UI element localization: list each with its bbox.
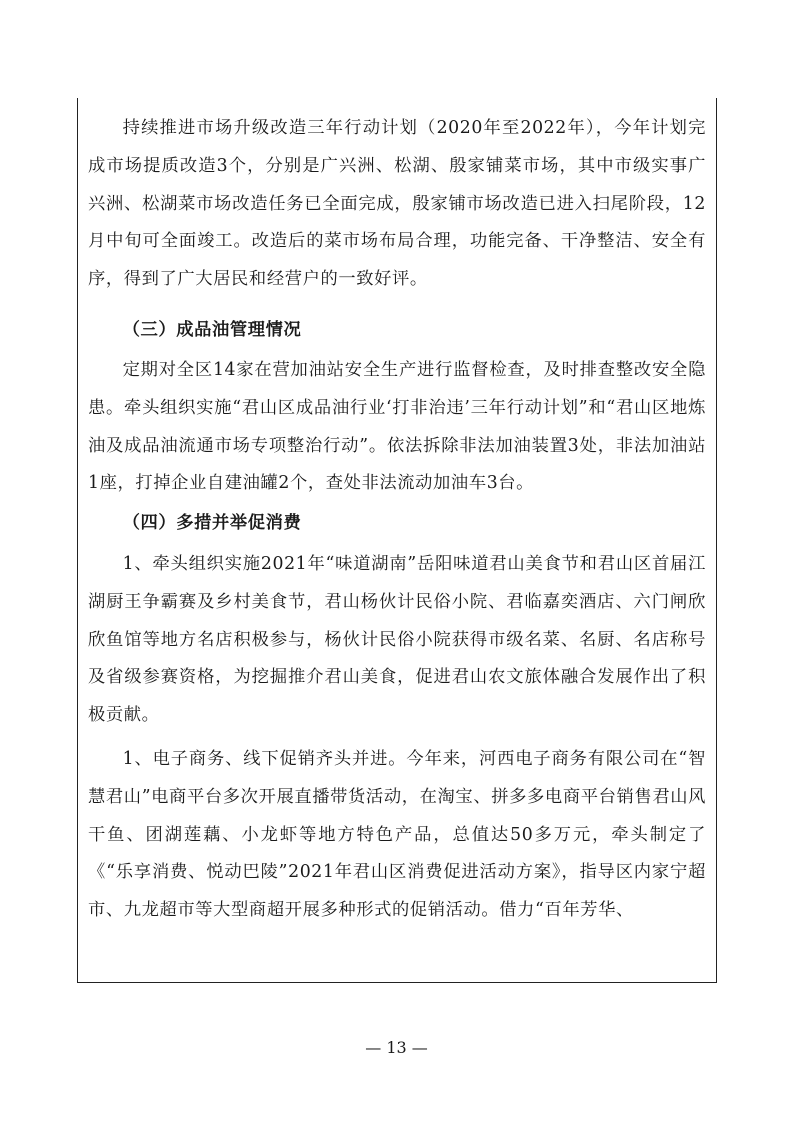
table-cell-frame bbox=[77, 98, 717, 983]
paragraph-food-festival: 1、牵头组织实施2021年“味道湖南”岳阳味道君山美食节和君山区首届江湖厨王争霸赛及乡村美食节，君山杨伙计民俗小院、君临嘉奕酒店、六门闸欣欣鱼馆等地方名店积极参与，杨伙计民俗小院获得市级名菜、名厨、名店称号及省级参赛资格，为挖掘推介君山美食，促进君山农文旅体融合发展作出了积极贡献。 bbox=[88, 554, 706, 726]
page-number: — 13 — bbox=[365, 1038, 428, 1057]
paragraph-market-upgrade: 持续推进市场升级改造三年行动计划（2020年至2022年），今年计划完成市场提质改造3个，分别是广兴洲、松湖、殷家铺菜市场，其中市级实事广兴洲、松湖菜市场改造任务已全面完成，殷家铺市场改造已进入扫尾阶段，12月中旬可全面竣工。改造后的菜市场布局合理，功能完备、干净整洁、安全有序，得到了广大居民和经营户的一致好评。 bbox=[88, 118, 706, 290]
paragraph-ecommerce-promotion: 1、电子商务、线下促销齐头并进。今年来，河西电子商务有限公司在“智慧君山”电商平台多次开展直播带货活动，在淘宝、拼多多电商平台销售君山风干鱼、团湖莲藕、小龙虾等地方特色产品，总值达50多万元，牵头制定了《“乐享消费、悦动巴陵”2021年君山区消费促进活动方案》，指导区内家宁超市、九龙超市等大型商超开展多种形式的促销活动。借力“百年芳华、 bbox=[88, 749, 706, 921]
paragraph-fuel-inspection: 定期对全区14家在营加油站安全生产进行监督检查，及时排查整改安全隐患。牵头组织实施“君山区成品油行业‘打非治违’三年行动计划”和“君山区地炼油及成品油流通市场专项整治行动”。依法拆除非法加油装置3处，非法加油站1座，打掉企业自建油罐2个，查处非法流动加油车3台。 bbox=[88, 360, 706, 494]
section-heading-promote-consumption: （四）多措并举促消费 bbox=[122, 513, 302, 533]
section-heading-fuel-management: （三）成品油管理情况 bbox=[122, 320, 302, 340]
document-body bbox=[88, 110, 706, 930]
